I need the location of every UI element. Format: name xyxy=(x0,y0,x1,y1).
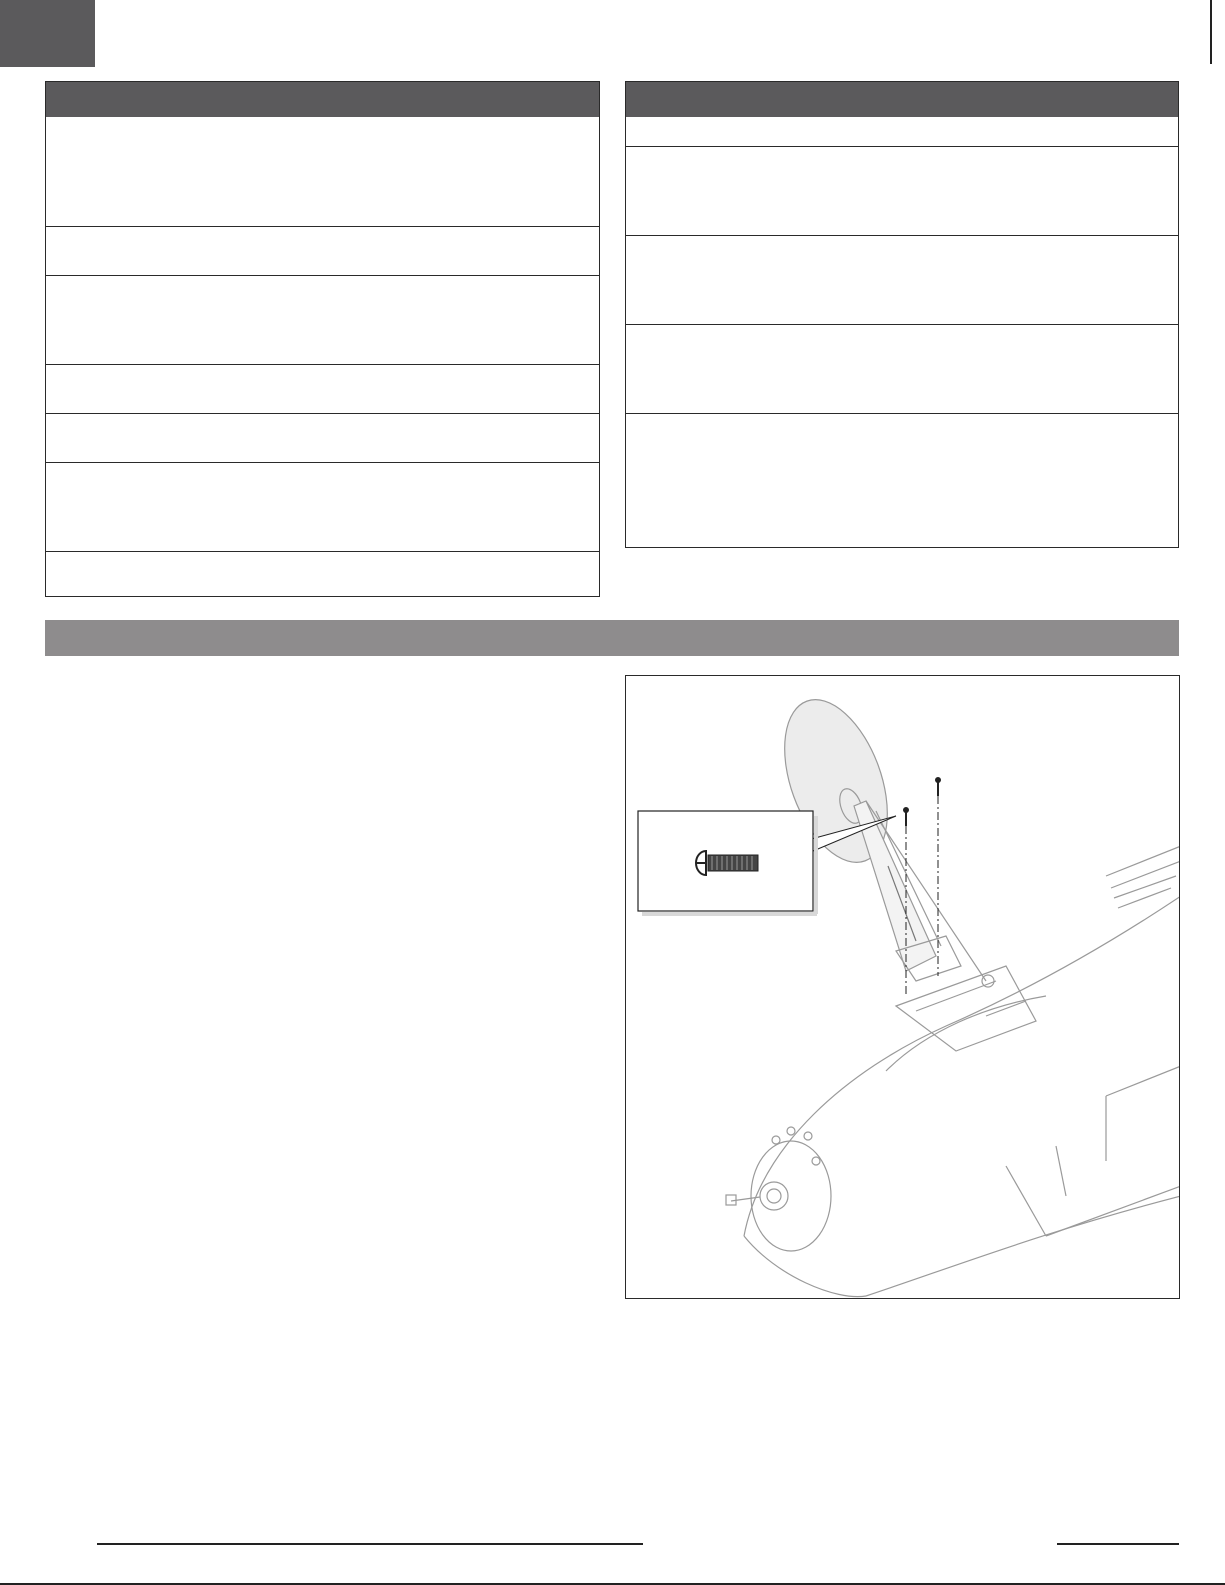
table-row xyxy=(46,226,599,275)
screw-icon xyxy=(935,777,941,783)
table-row xyxy=(626,117,1178,146)
table-row xyxy=(46,364,599,413)
section-title-bar xyxy=(45,620,1179,656)
table-row xyxy=(46,117,599,226)
footer-rule-left xyxy=(97,1543,643,1545)
margin-rule xyxy=(1210,0,1212,64)
table-row xyxy=(626,235,1178,324)
right-table xyxy=(625,81,1179,548)
table-row xyxy=(626,146,1178,235)
screw-icon xyxy=(903,807,909,813)
left-table-header xyxy=(46,82,599,117)
assembly-figure xyxy=(625,675,1180,1299)
table-row xyxy=(626,324,1178,413)
page-corner-tab xyxy=(0,0,95,67)
footer-rule-right xyxy=(1057,1543,1179,1545)
right-table-header xyxy=(626,82,1178,117)
table-row xyxy=(46,462,599,551)
table-row xyxy=(46,551,599,598)
table-row xyxy=(46,413,599,462)
landing-gear-illustration xyxy=(626,676,1180,1299)
table-row xyxy=(46,275,599,364)
left-table xyxy=(45,81,600,597)
table-row xyxy=(626,413,1178,521)
